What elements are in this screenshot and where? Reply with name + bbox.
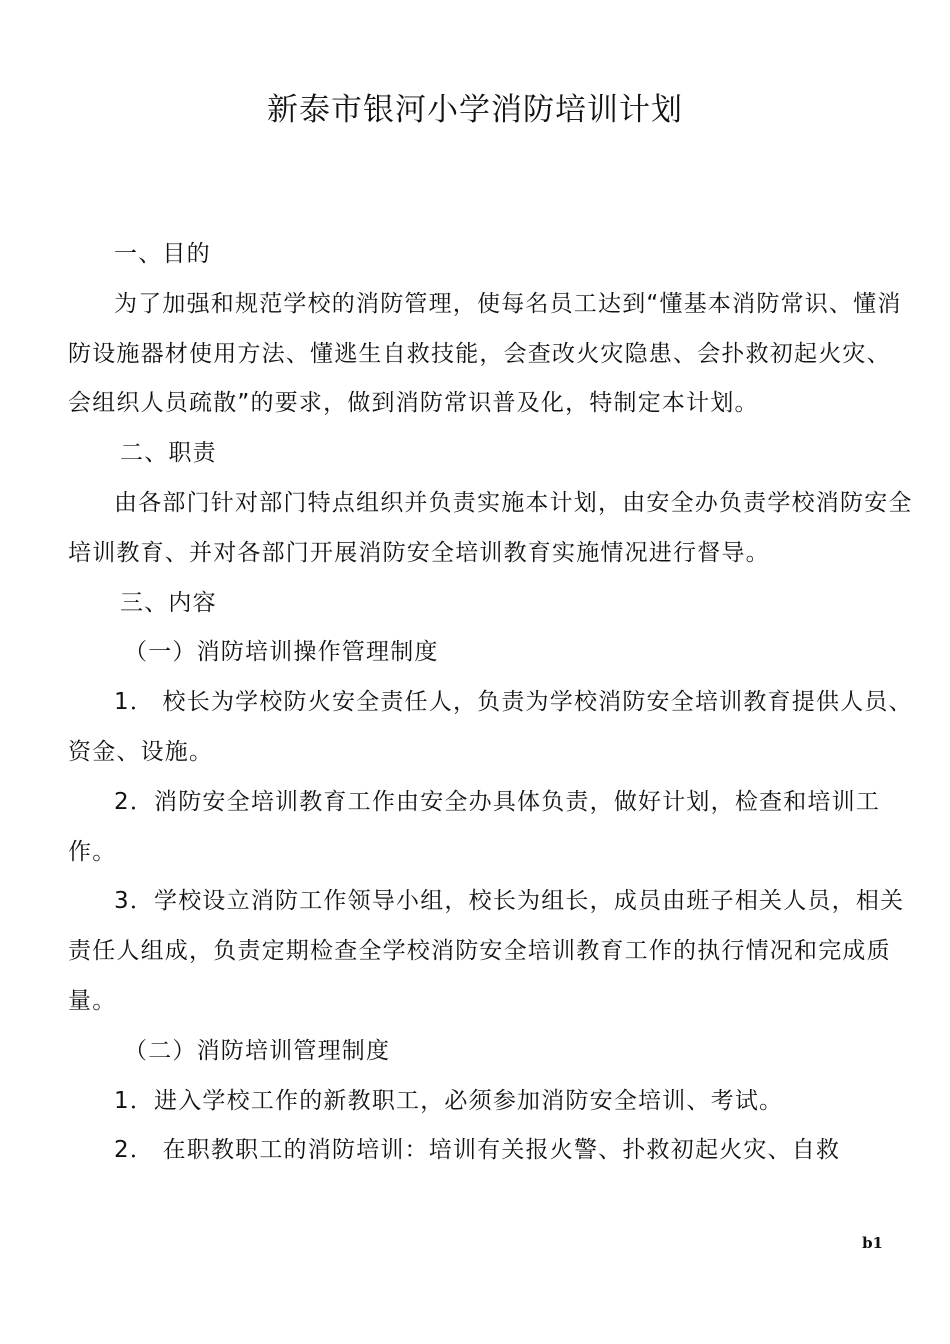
purpose-paragraph: 为了加强和规范学校的消防管理，使每名员工达到“懂基本消防常识、懂消防设施器材使用方法、懂逃生自救技能，会查改火灾隐患、会扑救初起火灾、会组织人员疏散”的要求，做到消防常识普及化，特制定本计划。 <box>68 290 902 417</box>
section-heading-duty: 二、职责 <box>120 440 217 467</box>
document-body <box>68 230 913 1176</box>
page-number: b1 <box>862 1234 883 1252</box>
subsection-2-item-2: 2． 在职教职工的消防培训：培训有关报火警、扑救初起火灾、自救 <box>114 1137 841 1164</box>
subsection-1-item-3: 3．学校设立消防工作领导小组，校长为组长，成员由班子相关人员，相关责任人组成，负责定期检查全学校消防安全培训教育工作的执行情况和完成质量。 <box>68 888 905 1014</box>
subsection-1-item-2: 2．消防安全培训教育工作由安全办具体负责，做好计划，检查和培训工作。 <box>68 788 881 865</box>
subsection-2-item-1: 1．进入学校工作的新教职工，必须参加消防安全培训、考试。 <box>114 1087 784 1114</box>
section-heading-purpose: 一、目的 <box>114 241 211 267</box>
duty-paragraph: 由各部门针对部门特点组织并负责实施本计划，由安全办负责学校消防安全培训教育、并对各部门开展消防安全培训教育实施情况进行督导。 <box>68 489 913 566</box>
subsection-heading-2: （二）消防培训管理制度 <box>124 1037 391 1064</box>
page-title: 新泰市银河小学消防培训计划 <box>267 92 683 128</box>
section-heading-content: 三、内容 <box>120 589 217 616</box>
subsection-1-item-1: 1． 校长为学校防火安全责任人，负责为学校消防安全培训教育提供人员、资金、设施。 <box>68 689 913 765</box>
subsection-heading-1: （一）消防培训操作管理制度 <box>124 639 439 666</box>
